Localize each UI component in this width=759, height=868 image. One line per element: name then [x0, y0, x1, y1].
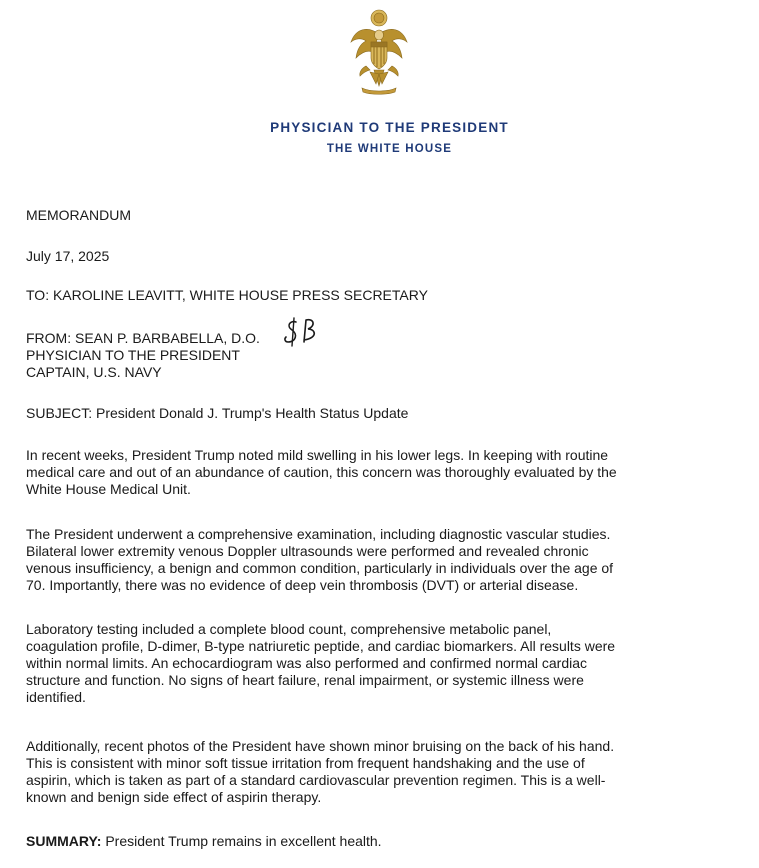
- paragraph-line: aspirin, which is taken as part of a standard cardiovascular prevention regimen. This is a well-: [26, 772, 606, 788]
- summary-label: SUMMARY:: [26, 833, 102, 849]
- memo-label: MEMORANDUM: [26, 207, 131, 223]
- paragraph-line: known and benign side effect of aspirin therapy.: [26, 789, 322, 805]
- paragraph-line: Laboratory testing included a complete blood count, comprehensive metabolic panel,: [26, 621, 552, 637]
- paragraph-line: In recent weeks, President Trump noted mild swelling in his lower legs. In keeping with routine: [26, 447, 609, 463]
- paragraph-line: Bilateral lower extremity venous Doppler ultrasounds were performed and revealed chronic: [26, 543, 589, 559]
- memo-to: TO: KAROLINE LEAVITT, WHITE HOUSE PRESS SECRETARY: [26, 287, 428, 303]
- house-title: THE WHITE HOUSE: [326, 143, 453, 155]
- paragraph-line: venous insufficiency, a benign and common condition, particularly in individuals over the age of: [26, 560, 614, 576]
- memo-date: July 17, 2025: [26, 248, 110, 264]
- paragraph-line: Additionally, recent photos of the President have shown minor bruising on the back of his hand.: [26, 738, 615, 754]
- from-rank: CAPTAIN, U.S. NAVY: [26, 364, 162, 380]
- paragraph-laboratory: [26, 621, 738, 706]
- from-name: FROM: SEAN P. BARBABELLA, D.O.: [26, 330, 260, 346]
- paragraph-swelling: [26, 447, 738, 498]
- paragraph-line: structure and function. No signs of heart failure, renal impairment, or systemic illness were: [26, 672, 584, 688]
- paragraph-line: The President underwent a comprehensive examination, including diagnostic vascular studies.: [26, 526, 611, 542]
- paragraph-line: coagulation profile, D-dimer, B-type natriuretic peptide, and cardiac biomarkers. All results were: [26, 638, 616, 654]
- paragraph-line: White House Medical Unit.: [26, 481, 191, 497]
- paragraph-examination: [26, 526, 738, 594]
- handwritten-signature: [282, 316, 326, 348]
- office-title: PHYSICIAN TO THE PRESIDENT: [270, 120, 509, 135]
- paragraph-line: within normal limits. An echocardiogram was also performed and confirmed normal cardiac: [26, 655, 588, 671]
- summary: [26, 833, 738, 850]
- summary-text: President Trump remains in excellent health.: [101, 833, 382, 849]
- memo-subject: SUBJECT: President Donald J. Trump's Health Status Update: [26, 405, 409, 421]
- paragraph-line: medical care and out of an abundance of caution, this concern was thoroughly evaluated by the: [26, 464, 617, 480]
- presidential-eagle-seal-icon: [348, 8, 410, 96]
- from-title: PHYSICIAN TO THE PRESIDENT: [26, 347, 240, 363]
- paragraph-line: This is consistent with minor soft tissue irritation from frequent handshaking and the use of: [26, 755, 585, 771]
- paragraph-line: 70. Importantly, there was no evidence of deep vein thrombosis (DVT) or arterial disease.: [26, 577, 579, 593]
- memo-from: [26, 330, 738, 381]
- paragraph-bruising: [26, 738, 738, 806]
- paragraph-line: identified.: [26, 689, 86, 705]
